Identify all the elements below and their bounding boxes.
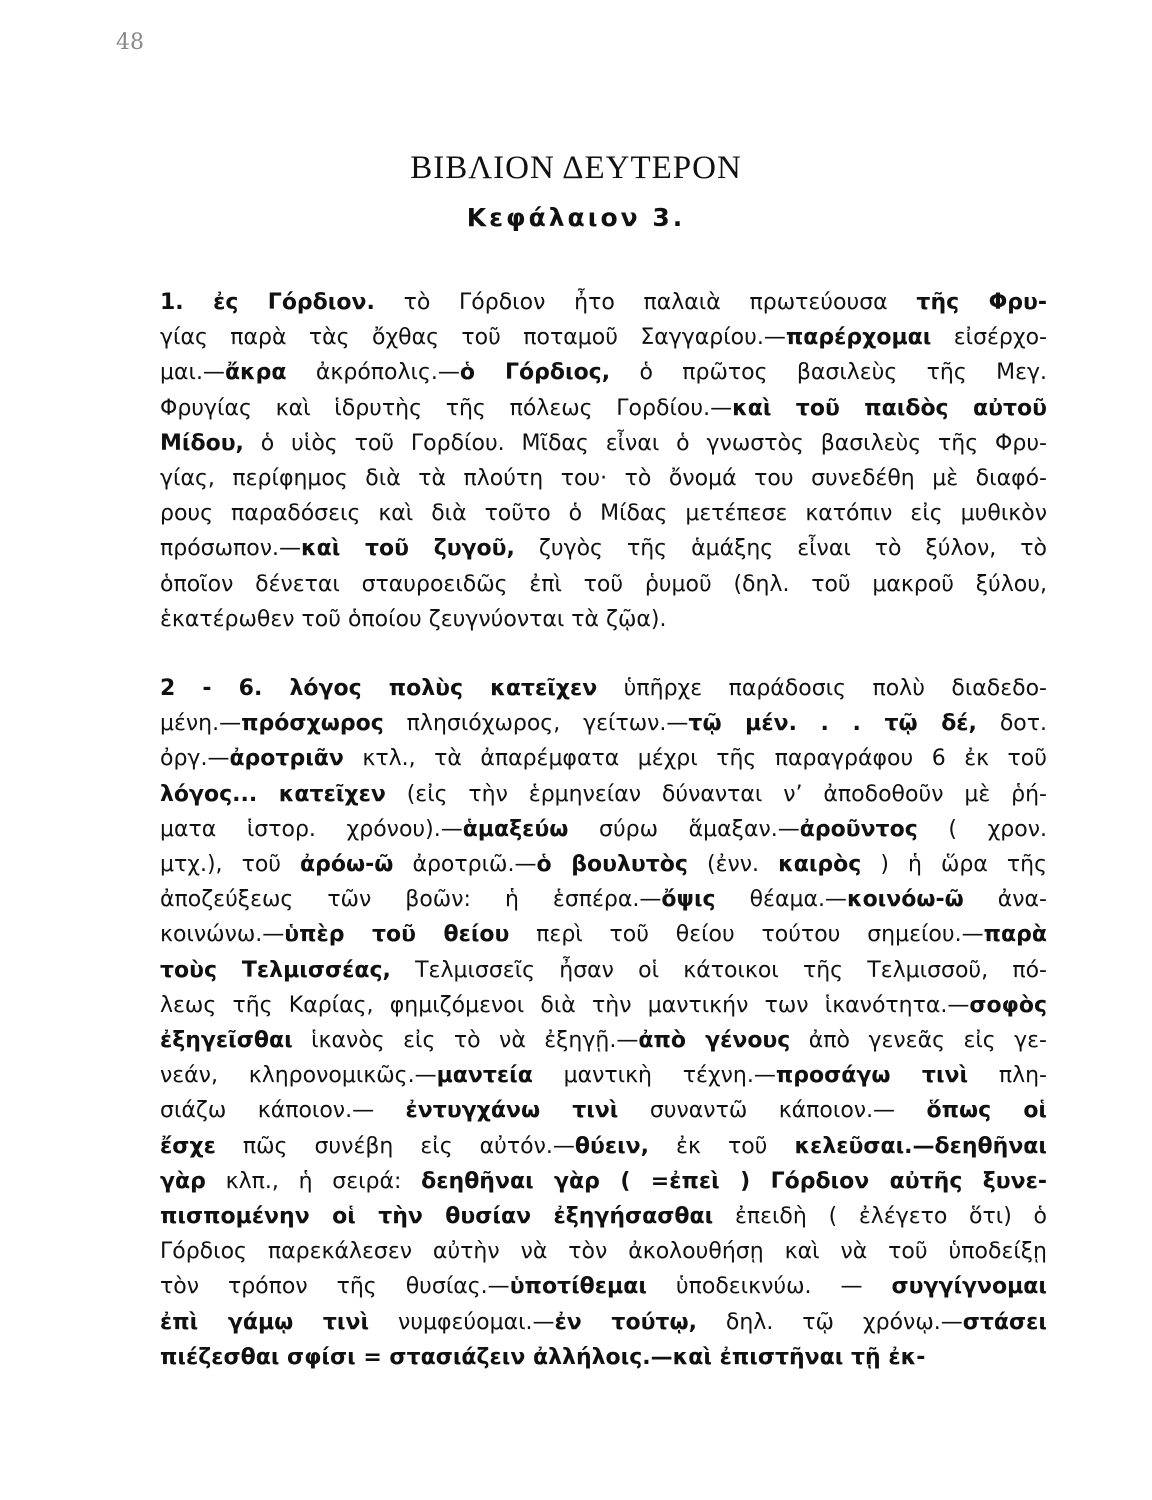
gloss-text: ἱκανὸς εἰς τὸ νὰ ἐξηγῇ.— (292, 1028, 639, 1054)
lemma-term: 1. ἐς Γόρδιον. (160, 290, 375, 315)
gloss-text: ἑκατέρωθεν τοῦ ὁποίου ζευγνύονται τὰ ζῷα). (160, 606, 667, 632)
gloss-text: μαντικὴ τέχνη.— (532, 1063, 776, 1089)
gloss-text: μένη.— (160, 711, 242, 737)
gloss-text: ἐπειδὴ ( ἐλέγετο ὅτι) ὁ (713, 1204, 1047, 1230)
lemma-term: σοφὸς (969, 992, 1047, 1018)
lemma-term: ἐν τούτῳ, (554, 1309, 697, 1335)
gloss-text: κτλ., τὰ ἀπαρέμφατα μέχρι τῆς παραγράφου 6 ἐκ τοῦ (343, 746, 1047, 772)
gloss-text: τοῦ (222, 852, 301, 878)
gloss-text: ) ἡ ὥρα τῆς (861, 852, 1047, 878)
lemma-term: κοινόω-ῶ (846, 887, 964, 913)
gloss-text: νυμφεύομαι.— (369, 1309, 555, 1335)
lemma-term: ὅπως οἱ (926, 1098, 1047, 1124)
lemma-term: θύειν, (574, 1133, 650, 1159)
gloss-text: πῶς συνέβη εἰς αὐτόν.— (215, 1133, 575, 1159)
gloss-text: τὸν τρόπον τῆς θυσίας.— (160, 1274, 510, 1300)
gloss-text: ( χρον. (917, 816, 1047, 842)
gloss-text: ἐκ τοῦ (649, 1133, 795, 1159)
lemma-term: καὶ τοῦ ζυγοῦ, (301, 536, 515, 562)
lemma-term: στάσει (962, 1309, 1047, 1335)
gloss-text: ὑποδεικνύω. — (646, 1274, 892, 1300)
text-line (112, 882, 1047, 917)
lemma-term: πιέζεσθαι σφίσι = στασιάζειν ἀλλήλοις.—καὶ ἐπιστῆναι τῇ ἐκ- (160, 1344, 926, 1370)
text-line (112, 531, 1047, 566)
gloss-text: ρους παραδόσεις καὶ διὰ τοῦτο ὁ Μίδας μετέπεσε κατόπιν εἰς μυθικὸν (160, 501, 1047, 527)
text-line (112, 917, 1047, 952)
gloss-text: πρόσωπον.— (160, 536, 302, 562)
lemma-term: ἀροτριᾶν (229, 746, 344, 772)
lemma-term: ἁμαξεύω (462, 816, 569, 842)
gloss-text: εἰσέρχο- (931, 325, 1047, 351)
text-line (112, 953, 1047, 988)
lemma-term: πισπομένην οἱ τὴν θυσίαν ἐξηγήσασθαι (160, 1204, 714, 1230)
lemma-term: προσάγω τινὶ (775, 1063, 969, 1089)
paragraph-section-1 (112, 285, 1047, 637)
gloss-text: μτχ.), (160, 852, 223, 878)
lemma-term: πρόσχωρος (241, 711, 384, 737)
lemma-term: τῆς Φρυ- (916, 290, 1048, 315)
text-line (112, 1199, 1047, 1234)
gloss-text: ἀκρόπολις.— (286, 360, 460, 386)
lemma-term: ἀροῦντος (799, 816, 918, 842)
gloss-text: ζυγὸς τῆς ἁμάξης εἶναι τὸ ξύλον, τὸ (514, 536, 1047, 562)
gloss-text: γίας, περίφημος διὰ τὰ πλούτη του· τὸ ὄνομά του συνεδέθη μὲ διαφό- (160, 466, 1047, 492)
lemma-term: γὰρ (160, 1168, 206, 1194)
text-line (112, 426, 1047, 461)
text-line (112, 777, 1047, 812)
gloss-text: ὑπῆρχε παράδοσις πολὺ διαδεδο- (597, 676, 1047, 702)
lemma-term: τῷ μέν. . . τῷ δέ, (688, 711, 977, 737)
text-line (112, 1129, 1047, 1164)
lemma-term: ἀρόω-ῶ (300, 852, 394, 878)
gloss-text: περὶ τοῦ θείου τούτου σημείου.— (509, 922, 984, 948)
gloss-text: ὁ υἱὸς τοῦ Γορδίου. Μῖδας εἶναι ὁ γνωστὸς βασιλεὺς τῆς Φρυ- (243, 430, 1047, 456)
gloss-text: Τελμισσεῖς ἦσαν οἱ κάτοικοι τῆς Τελμισσοῦ, πό- (390, 957, 1047, 983)
gloss-text: θέαμα.— (715, 887, 847, 913)
lemma-term: δεηθῆναι γὰρ ( =ἐπεὶ ) Γόρδιον αὐτῆς ξυνε- (421, 1168, 1047, 1194)
page-header (0, 150, 1152, 232)
text-line (112, 355, 1047, 390)
gloss-text: Φρυγίας καὶ ἱδρυτὴς τῆς πόλεως Γορδίου.— (160, 395, 733, 421)
text-line (112, 988, 1047, 1023)
lemma-term: ὁ Γόρδιος, (459, 360, 611, 386)
text-line (112, 1234, 1047, 1269)
gloss-text: κλπ., ἡ σειρά: (205, 1168, 422, 1194)
text-line (112, 671, 1047, 706)
gloss-text: (εἰς τὴν ἑρμηνείαν δύνανται ν’ ἀποδοθοῦν μὲ ῥή- (385, 781, 1047, 807)
gloss-text: κοινώνω.— (160, 922, 285, 948)
text-line (112, 1093, 1047, 1128)
lemma-term: ὁ βουλυτὸς (536, 852, 688, 878)
lemma-term: ὑποτίθεμαι (509, 1274, 647, 1300)
text-line (112, 1340, 1047, 1375)
chapter-heading: Κεφάλαιον 3. (466, 203, 686, 232)
lemma-term: ὄψις (661, 887, 716, 913)
paragraph-section-2-6 (112, 671, 1047, 1375)
gloss-text: λεως τῆς Καρίας, φημιζόμενοι διὰ τὴν μαντικήν των ἱκανότητα.— (160, 992, 970, 1018)
gloss-text: δηλ. τῷ χρόνῳ.— (696, 1309, 963, 1335)
text-line (112, 847, 1047, 882)
text-line (112, 461, 1047, 496)
text-line (112, 1269, 1047, 1304)
text-line (112, 1305, 1047, 1340)
gloss-text: (ἐνν. (687, 852, 779, 878)
gloss-text: ἀροτριῶ.— (393, 852, 537, 878)
text-line (112, 741, 1047, 776)
lemma-term: καιρὸς (778, 852, 862, 878)
gloss-text: ὁποῖον δένεται σταυροειδῶς ἐπὶ τοῦ ῥυμοῦ (δηλ. τοῦ μακροῦ ξύλου, (160, 571, 1047, 597)
lemma-term: ὑπὲρ τοῦ θείου (284, 922, 510, 948)
gloss-text: σιάζω κάποιον.— (160, 1098, 406, 1124)
gloss-text: δοτ. (976, 711, 1048, 737)
text-line (112, 1058, 1047, 1093)
gloss-text: ἀνα- (963, 887, 1047, 913)
lemma-term: κελεῦσαι.—δεηθῆναι (794, 1133, 1047, 1159)
book-title: ΒΙΒΛΙΟΝ ΔΕΥΤΕΡΟΝ (410, 150, 742, 186)
gloss-text: τὸ Γόρδιον ἦτο παλαιὰ πρωτεύουσα (374, 290, 917, 315)
body-text (112, 285, 1047, 1375)
gloss-text: σύρω ἅμαξαν.— (568, 816, 800, 842)
gloss-text: Γόρδιος παρεκάλεσεν αὐτὴν νὰ τὸν ἀκολουθήσῃ καὶ νὰ τοῦ ὑποδείξῃ (160, 1239, 1047, 1265)
lemma-term: ἐντυγχάνω τινὶ (405, 1098, 619, 1124)
text-line (112, 320, 1047, 355)
text-line (112, 496, 1047, 531)
lemma-term: ἐπὶ γάμῳ τινὶ (160, 1309, 370, 1335)
lemma-term: παρὰ (983, 922, 1047, 948)
text-line (112, 812, 1047, 847)
gloss-text: ὀργ.— (160, 746, 230, 772)
lemma-term: τοὺς Τελμισσέας, (160, 957, 391, 983)
gloss-text: ὁ πρῶτος βασιλεὺς τῆς Μεγ. (610, 360, 1048, 386)
gloss-text: ἀποζεύξεως τῶν βοῶν: ἡ ἑσπέρα.— (160, 887, 662, 913)
text-line (112, 391, 1047, 426)
gloss-text: ματα ἱστορ. χρόνου).— (160, 816, 463, 842)
lemma-term: ἄκρα (224, 360, 287, 386)
text-line (112, 1164, 1047, 1199)
page-number: 48 (116, 30, 144, 55)
gloss-text: ἀπὸ γενεᾶς εἰς γε- (790, 1028, 1047, 1054)
lemma-term: παρέρχομαι (785, 325, 932, 351)
lemma-term: 2 - 6. λόγος πολὺς κατεῖχεν (160, 676, 598, 702)
lemma-term: Μίδου, (160, 430, 244, 456)
text-line (112, 1023, 1047, 1058)
gloss-text: πλη- (968, 1063, 1047, 1089)
lemma-term: συγγίγνομαι (891, 1274, 1047, 1300)
gloss-text: μαι.— (160, 360, 225, 386)
lemma-term: ἐξηγεῖσθαι (160, 1028, 293, 1054)
text-line (112, 567, 1047, 602)
text-line (112, 602, 1047, 637)
lemma-term: λόγος... κατεῖχεν (160, 781, 386, 807)
gloss-text: πλησιόχωρος, γείτων.— (383, 711, 689, 737)
lemma-term: μαντεία (436, 1063, 533, 1089)
gloss-text: νεάν, κληρονομικῶς.— (160, 1063, 437, 1089)
gloss-text: γίας παρὰ τὰς ὄχθας τοῦ ποταμοῦ Σαγγαρίου.— (160, 325, 786, 351)
lemma-term: καὶ τοῦ παιδὸς αὐτοῦ (732, 395, 1047, 421)
lemma-term: ἔσχε (160, 1133, 216, 1159)
gloss-text: συναντῶ κάποιον.— (618, 1098, 927, 1124)
text-line (112, 285, 1047, 320)
lemma-term: ἀπὸ γένους (638, 1028, 791, 1054)
text-line (112, 706, 1047, 741)
